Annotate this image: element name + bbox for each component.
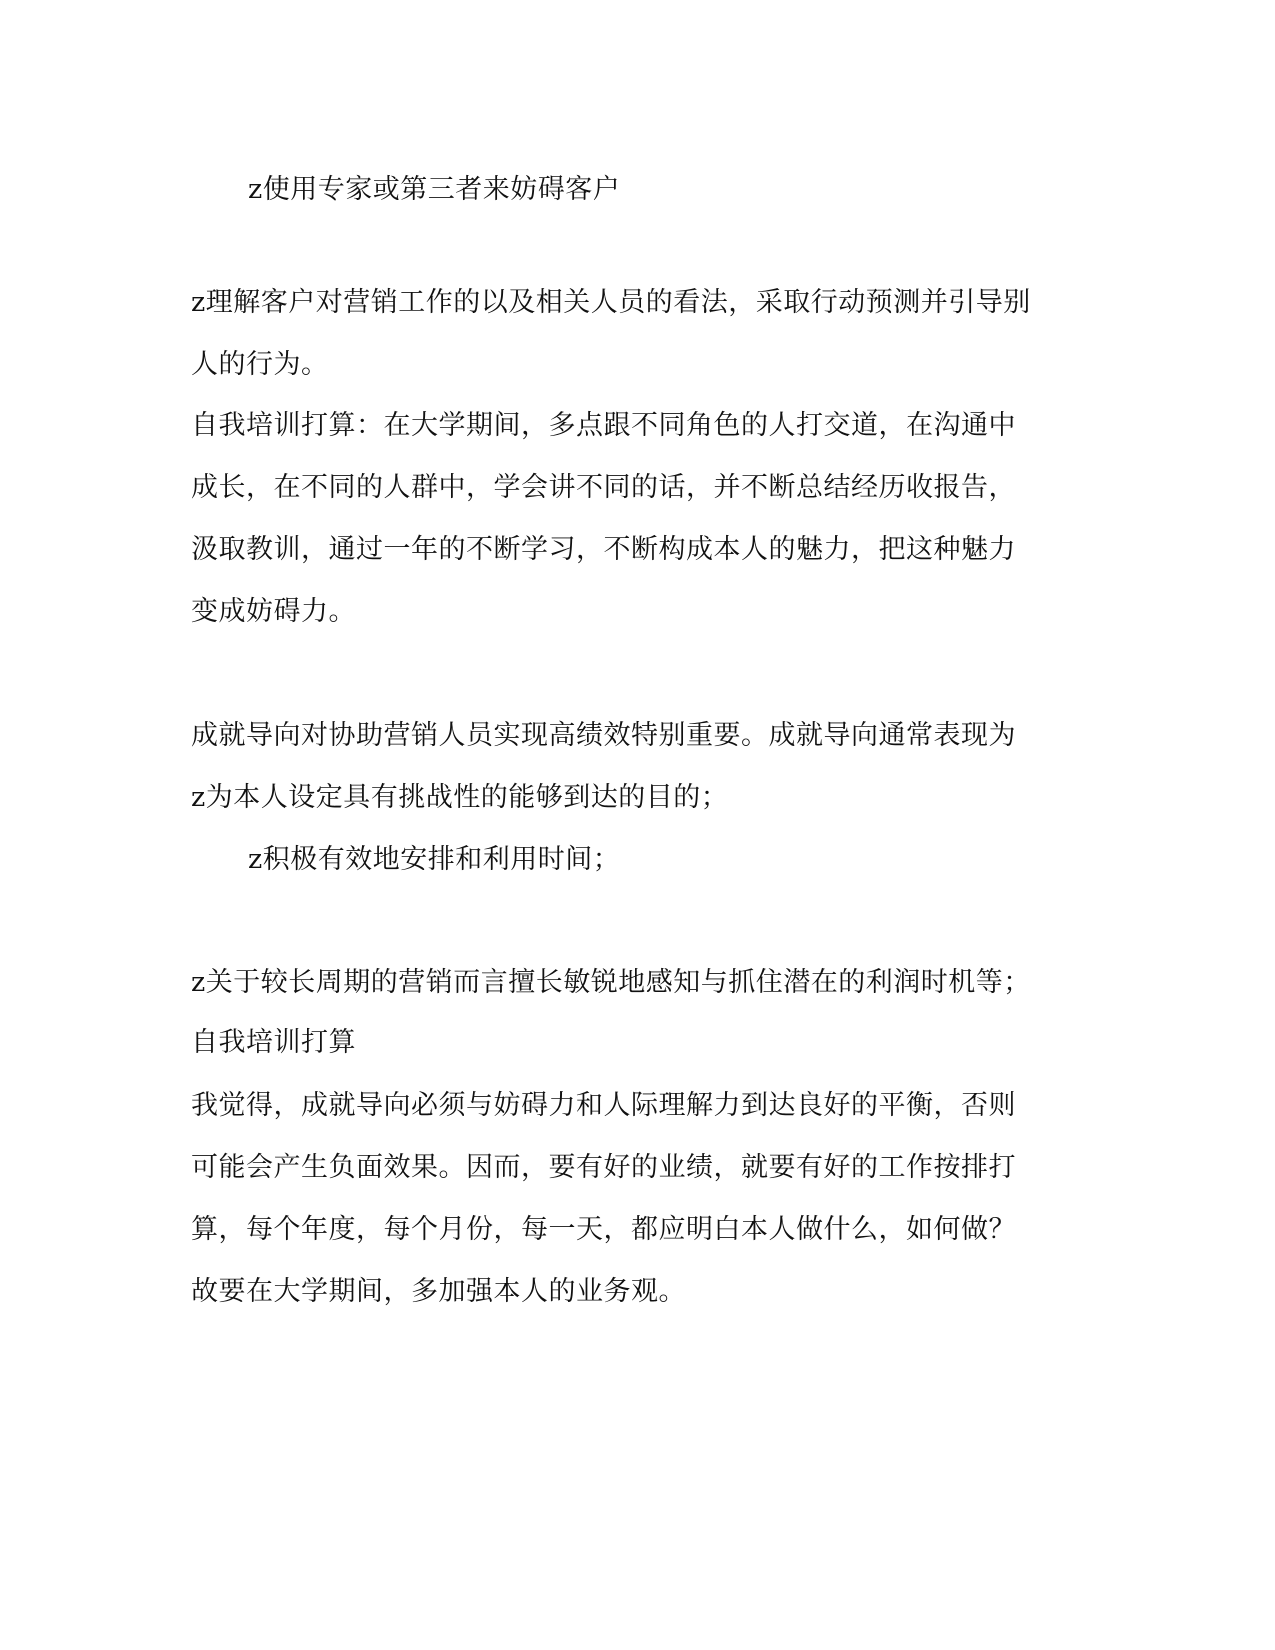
text-line: 成就导向对协助营销人员实现高绩效特别重要。成就导向通常表现为 xyxy=(191,720,1016,751)
text-line: 可能会产生负面效果。因而，要有好的业绩，就要有好的工作按排打 xyxy=(191,1152,1016,1183)
text-line: z为本人设定具有挑战性的能够到达的目的； xyxy=(191,782,729,813)
text-line: 算，每个年度，每个月份，每一天，都应明白本人做什么，如何做？ xyxy=(191,1214,1016,1245)
text-line: z关于较长周期的营销而言擅长敏锐地感知与抓住潜在的利润时机等； xyxy=(191,967,1031,998)
text-line: 自我培训打算：在大学期间，多点跟不同角色的人打交道，在沟通中 xyxy=(191,410,1016,441)
text-line: z积极有效地安排和利用时间； xyxy=(248,844,621,875)
text-line: 自我培训打算 xyxy=(191,1027,356,1058)
text-line: 变成妨碍力。 xyxy=(191,596,356,627)
text-line: 我觉得，成就导向必须与妨碍力和人际理解力到达良好的平衡，否则 xyxy=(191,1090,1016,1121)
text-line: 汲取教训，通过一年的不断学习，不断构成本人的魅力，把这种魅力 xyxy=(191,534,1016,565)
text-line: z理解客户对营销工作的以及相关人员的看法，采取行动预测并引导别 xyxy=(191,287,1031,318)
text-line: z使用专家或第三者来妨碍客户 xyxy=(248,174,621,205)
text-line: 人的行为。 xyxy=(191,349,329,380)
text-line: 故要在大学期间，多加强本人的业务观。 xyxy=(191,1276,686,1307)
text-line: 成长，在不同的人群中，学会讲不同的话，并不断总结经历收报告， xyxy=(191,472,1016,503)
